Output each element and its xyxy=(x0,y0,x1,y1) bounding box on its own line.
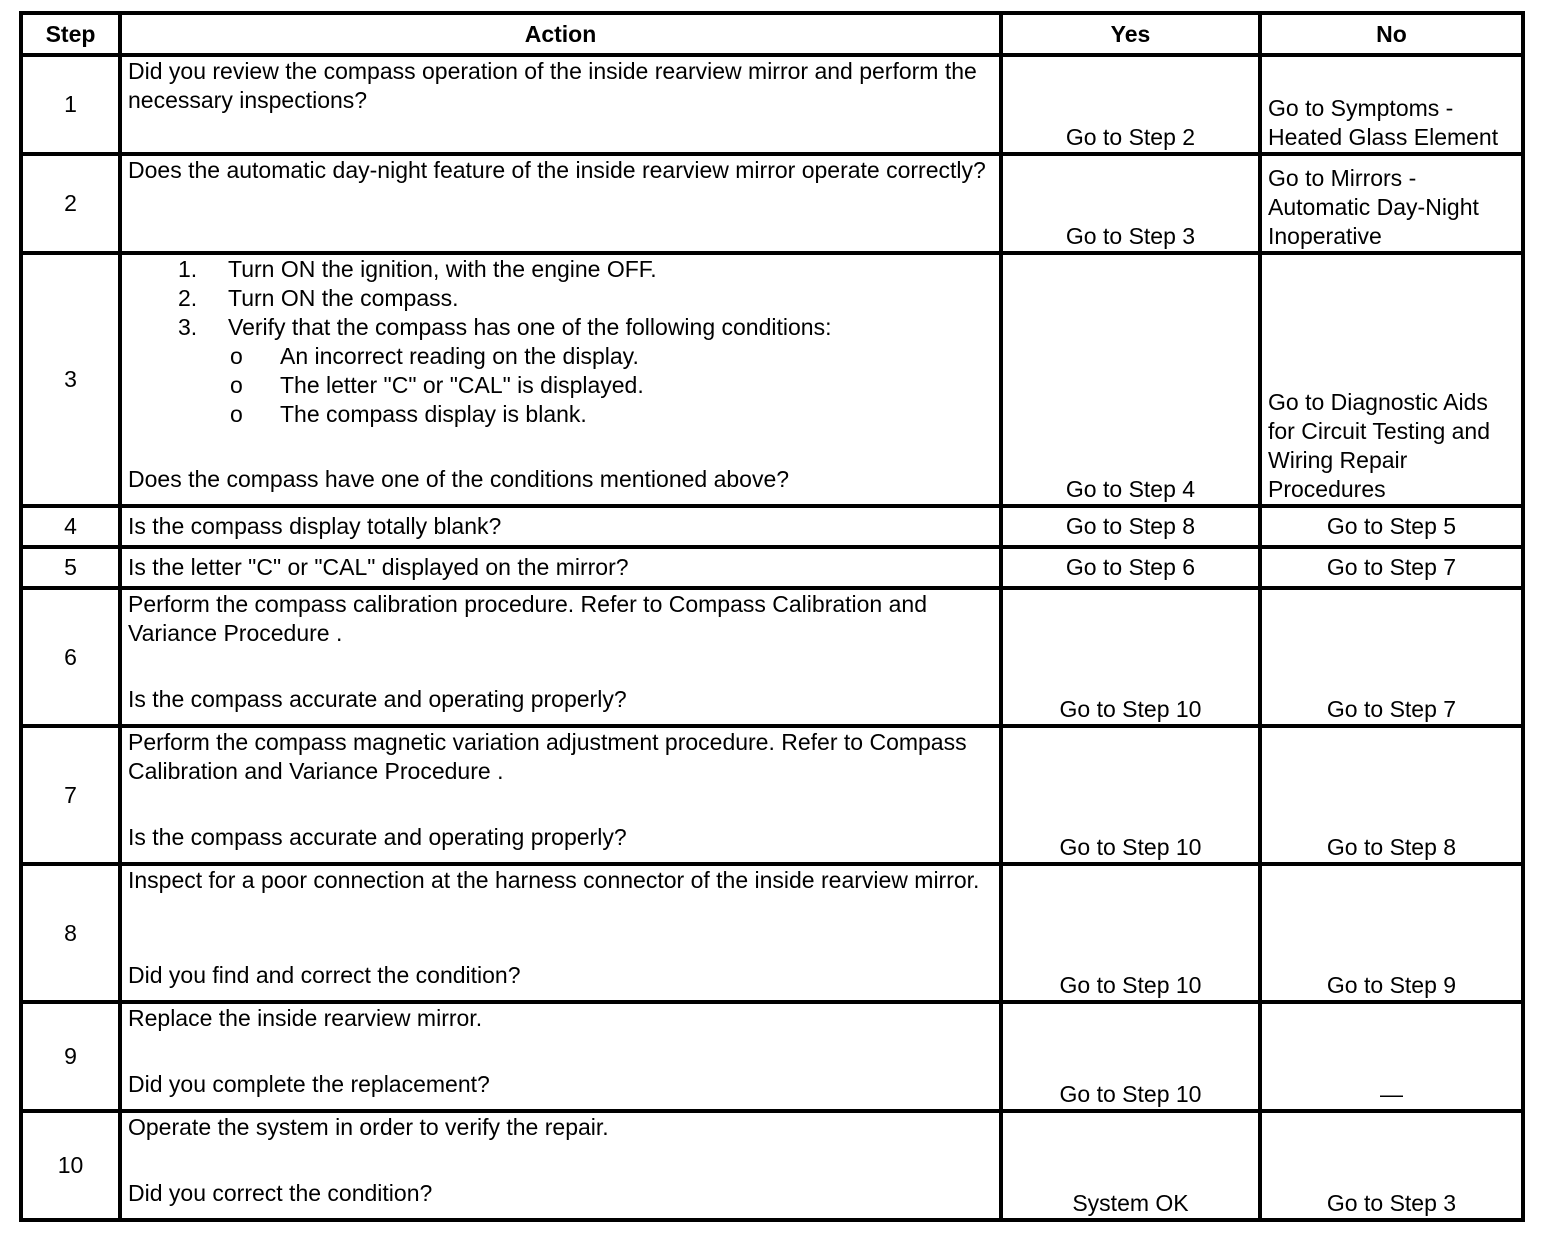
diagnostic-table xyxy=(19,11,1525,1222)
action-question: Does the compass have one of the conditions mentioned above? xyxy=(128,466,790,492)
action-question: Did you complete the replacement? xyxy=(128,1071,490,1097)
table-row xyxy=(21,253,1523,506)
substep-list xyxy=(128,255,993,342)
step-number: 1 xyxy=(21,55,120,154)
substep-text: Turn ON the ignition, with the engine OFF. xyxy=(228,256,657,282)
substep-number: 1. xyxy=(178,256,198,282)
yes-cell: Go to Step 8 xyxy=(1001,506,1260,547)
action-cell xyxy=(120,726,1001,864)
condition-item xyxy=(128,342,993,371)
step-number: 2 xyxy=(21,154,120,253)
bullet-marker: o xyxy=(230,372,243,398)
action-text: Does the automatic day-night feature of the inside rearview mirror operate correctly? xyxy=(128,157,986,183)
condition-text: The compass display is blank. xyxy=(280,401,587,427)
yes-cell: Go to Step 3 xyxy=(1001,154,1260,253)
action-text: Is the compass display totally blank? xyxy=(128,513,502,539)
action-cell xyxy=(120,547,1001,588)
action-cell xyxy=(120,588,1001,726)
table-row xyxy=(21,547,1523,588)
header-no: No xyxy=(1260,13,1523,55)
table-row xyxy=(21,588,1523,726)
table-row xyxy=(21,726,1523,864)
no-cell: Go to Step 3 xyxy=(1260,1111,1523,1220)
yes-cell: System OK xyxy=(1001,1111,1260,1220)
action-cell xyxy=(120,154,1001,253)
no-cell: Go to Mirrors - Automatic Day-Night Inoperative xyxy=(1260,154,1523,253)
table-row xyxy=(21,154,1523,253)
action-text: Perform the compass magnetic variation adjustment procedure. Refer to Compass Calibration and Variance Procedure . xyxy=(128,729,967,784)
action-cell xyxy=(120,1002,1001,1111)
yes-cell: Go to Step 10 xyxy=(1001,588,1260,726)
substep-text: Turn ON the compass. xyxy=(228,285,459,311)
action-text: Inspect for a poor connection at the harness connector of the inside rearview mirror. xyxy=(128,867,980,893)
action-question: Is the compass accurate and operating properly? xyxy=(128,824,627,850)
step-number: 8 xyxy=(21,864,120,1002)
no-cell: — xyxy=(1260,1002,1523,1111)
no-cell: Go to Diagnostic Aids for Circuit Testing and Wiring Repair Procedures xyxy=(1260,253,1523,506)
substep-number: 2. xyxy=(178,285,198,311)
step-number: 5 xyxy=(21,547,120,588)
substep-text: Verify that the compass has one of the following conditions: xyxy=(228,314,832,340)
action-cell xyxy=(120,55,1001,154)
header-row xyxy=(21,13,1523,55)
action-text: Did you review the compass operation of the inside rearview mirror and perform the necessary inspections? xyxy=(128,58,977,113)
bullet-marker: o xyxy=(230,401,243,427)
action-text: Is the letter "C" or "CAL" displayed on the mirror? xyxy=(128,554,629,580)
no-cell: Go to Symptoms - Heated Glass Element xyxy=(1260,55,1523,154)
substep-item xyxy=(128,313,993,342)
substep-number: 3. xyxy=(178,314,198,340)
step-number: 9 xyxy=(21,1002,120,1111)
step-number: 3 xyxy=(21,253,120,506)
table-row xyxy=(21,1002,1523,1111)
yes-cell: Go to Step 10 xyxy=(1001,1002,1260,1111)
no-cell: Go to Step 7 xyxy=(1260,588,1523,726)
header-yes: Yes xyxy=(1001,13,1260,55)
action-text: Perform the compass calibration procedure. Refer to Compass Calibration and Variance Procedure . xyxy=(128,591,927,646)
table-row xyxy=(21,506,1523,547)
step-number: 7 xyxy=(21,726,120,864)
table-row xyxy=(21,864,1523,1002)
no-cell: Go to Step 5 xyxy=(1260,506,1523,547)
step-number: 6 xyxy=(21,588,120,726)
yes-cell: Go to Step 4 xyxy=(1001,253,1260,506)
yes-cell: Go to Step 6 xyxy=(1001,547,1260,588)
yes-cell: Go to Step 10 xyxy=(1001,864,1260,1002)
condition-item xyxy=(128,371,993,400)
step-number: 10 xyxy=(21,1111,120,1220)
action-cell xyxy=(120,253,1001,506)
action-cell xyxy=(120,506,1001,547)
no-cell: Go to Step 7 xyxy=(1260,547,1523,588)
action-question: Did you correct the condition? xyxy=(128,1180,433,1206)
no-cell: Go to Step 8 xyxy=(1260,726,1523,864)
step-number: 4 xyxy=(21,506,120,547)
action-cell xyxy=(120,864,1001,1002)
action-question: Is the compass accurate and operating properly? xyxy=(128,686,627,712)
no-cell: Go to Step 9 xyxy=(1260,864,1523,1002)
header-action: Action xyxy=(120,13,1001,55)
table-row xyxy=(21,1111,1523,1220)
yes-cell: Go to Step 10 xyxy=(1001,726,1260,864)
condition-text: An incorrect reading on the display. xyxy=(280,343,639,369)
yes-cell: Go to Step 2 xyxy=(1001,55,1260,154)
condition-item xyxy=(128,400,993,429)
substep-item xyxy=(128,284,993,313)
table-row xyxy=(21,55,1523,154)
bullet-marker: o xyxy=(230,343,243,369)
action-question: Did you find and correct the condition? xyxy=(128,962,521,988)
condition-list xyxy=(128,342,993,429)
action-cell xyxy=(120,1111,1001,1220)
action-text: Replace the inside rearview mirror. xyxy=(128,1005,483,1031)
header-step: Step xyxy=(21,13,120,55)
substep-item xyxy=(128,255,993,284)
action-text: Operate the system in order to verify the repair. xyxy=(128,1114,609,1140)
condition-text: The letter "C" or "CAL" is displayed. xyxy=(280,372,644,398)
